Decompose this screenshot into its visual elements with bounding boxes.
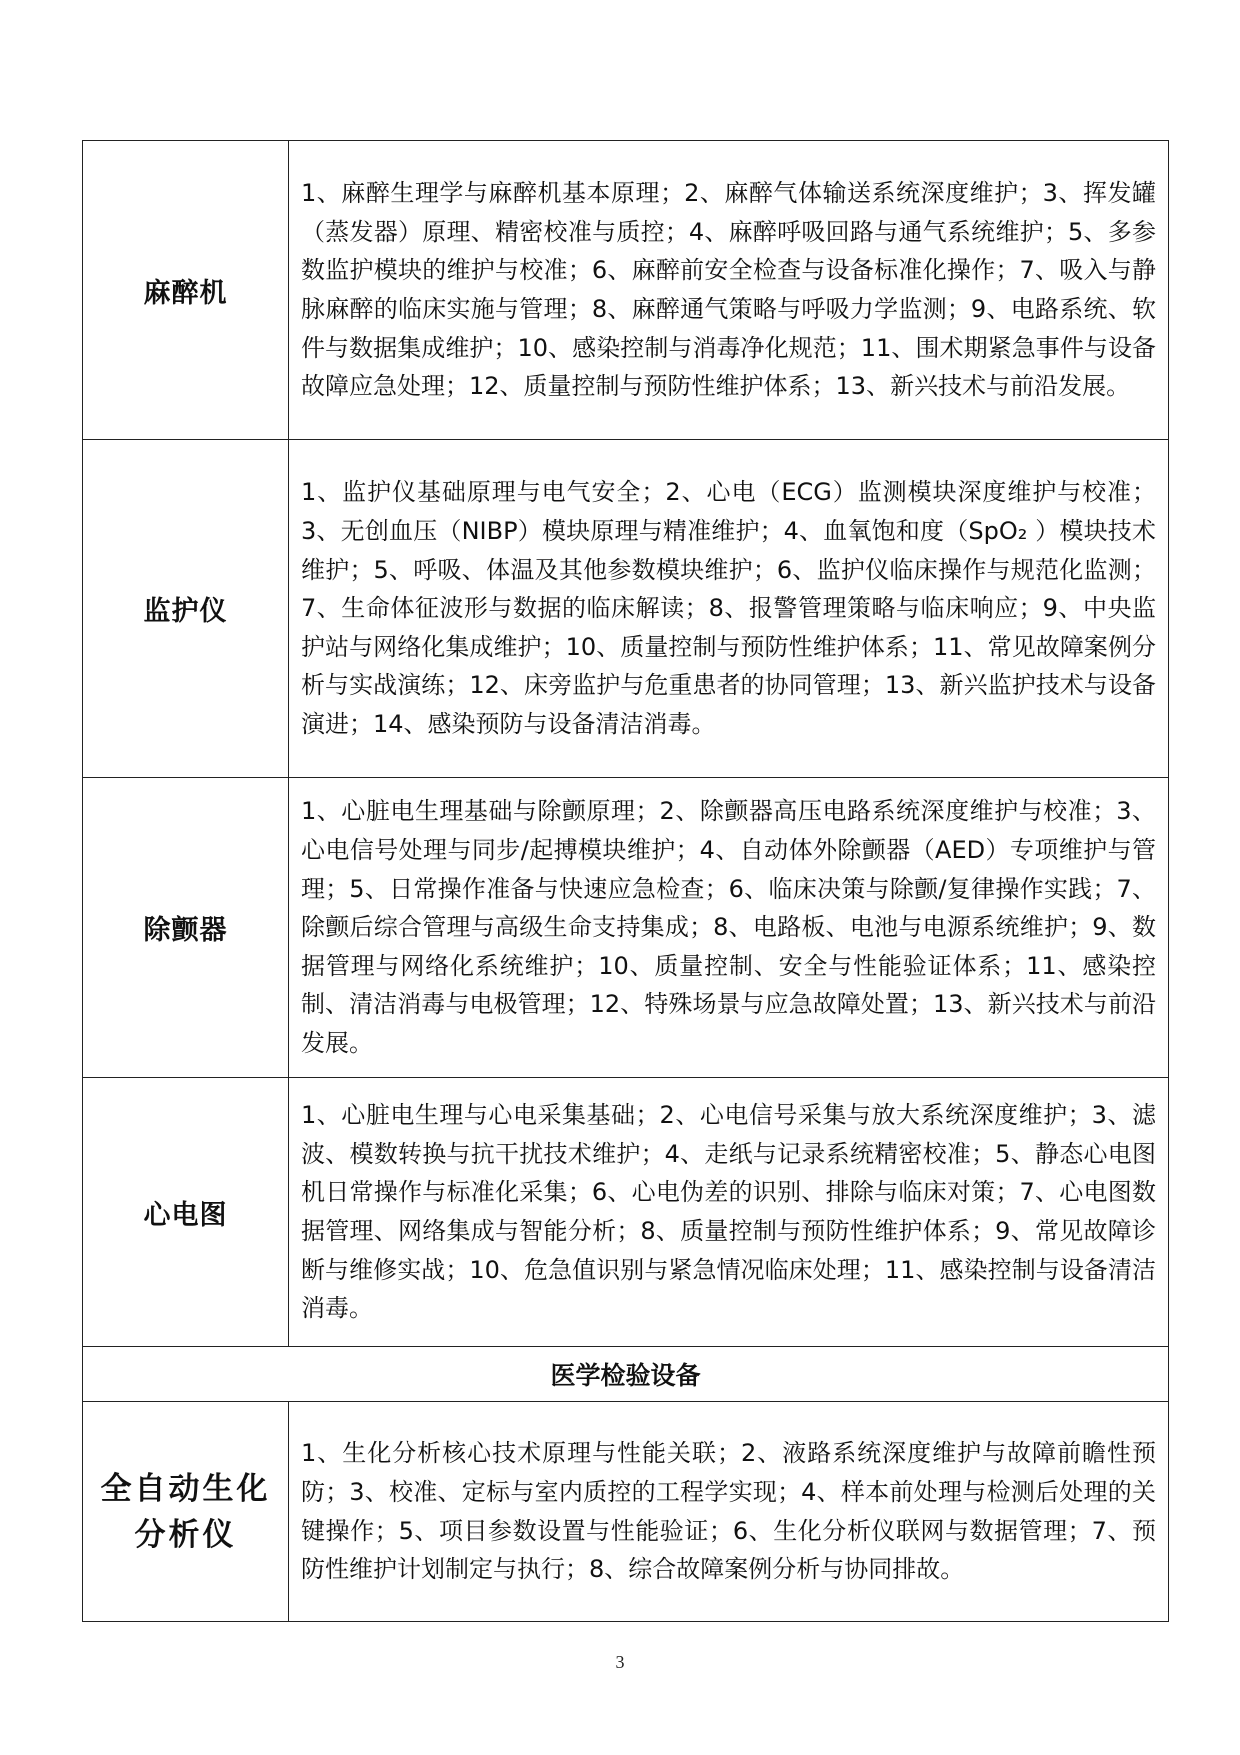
course-content: 1、麻醉生理学与麻醉机基本原理；2、麻醉气体输送系统深度维护；3、挥发罐（蒸发器）原理、精密校准与质控；4、麻醉呼吸回路与通气系统维护；5、多参数监护模块的维护与校准；6、麻醉前安全检查与设备标准化操作；7、吸入与静脉麻醉的临床实施与管理；8、麻醉通气策略与呼吸力学监测；9、电路系统、软件与数据集成维护；10、感染控制与消毒净化规范；11、围术期紧急事件与设备故障应急处理；12、质量控制与预防性维护体系；13、新兴技术与前沿发展。 bbox=[289, 141, 1169, 440]
table-row bbox=[83, 440, 1169, 778]
course-content-table bbox=[82, 140, 1169, 1622]
course-content: 1、生化分析核心技术原理与性能关联；2、液路系统深度维护与故障前瞻性预防；3、校准、定标与室内质控的工程学实现；4、样本前处理与检测后处理的关键操作；5、项目参数设置与性能验证；6、生化分析仪联网与数据管理；7、预防性维护计划制定与执行；8、综合故障案例分析与协同排故。 bbox=[289, 1402, 1169, 1622]
course-content: 1、心脏电生理基础与除颤原理；2、除颤器高压电路系统深度维护与校准；3、心电信号处理与同步/起搏模块维护；4、自动体外除颤器（AED）专项维护与管理；5、日常操作准备与快速应急检查；6、临床决策与除颤/复律操作实践；7、除颤后综合管理与高级生命支持集成；8、电路板、电池与电源系统维护；9、数据管理与网络化系统维护；10、质量控制、安全与性能验证体系；11、感染控制、清洁消毒与电极管理；12、特殊场景与应急故障处置；13、新兴技术与前沿发展。 bbox=[289, 778, 1169, 1078]
page-number: 3 bbox=[615, 1652, 625, 1672]
equipment-name: 心电图 bbox=[83, 1078, 289, 1347]
equipment-name-line: 分析仪 bbox=[134, 1516, 237, 1553]
section-header-row bbox=[83, 1347, 1169, 1402]
equipment-name bbox=[83, 1402, 289, 1622]
section-title: 医学检验设备 bbox=[83, 1347, 1169, 1402]
table-row bbox=[83, 778, 1169, 1078]
course-content: 1、心脏电生理与心电采集基础；2、心电信号采集与放大系统深度维护；3、滤波、模数转换与抗干扰技术维护；4、走纸与记录系统精密校准；5、静态心电图机日常操作与标准化采集；6、心电伪差的识别、排除与临床对策；7、心电图数据管理、网络集成与智能分析；8、质量控制与预防性维护体系；9、常见故障诊断与维修实战；10、危急值识别与紧急情况临床处理；11、感染控制与设备清洁消毒。 bbox=[289, 1078, 1169, 1347]
equipment-name: 麻醉机 bbox=[83, 141, 289, 440]
table-row bbox=[83, 1078, 1169, 1347]
equipment-name: 除颤器 bbox=[83, 778, 289, 1078]
equipment-name: 监护仪 bbox=[83, 440, 289, 778]
table-row bbox=[83, 141, 1169, 440]
table-row bbox=[83, 1402, 1169, 1622]
course-content: 1、监护仪基础原理与电气安全；2、心电（ECG）监测模块深度维护与校准；3、无创血压（NIBP）模块原理与精准维护；4、血氧饱和度（SpO₂ ）模块技术维护；5、呼吸、体温及其他参数模块维护；6、监护仪临床操作与规范化监测；7、生命体征波形与数据的临床解读；8、报警管理策略与临床响应；9、中央监护站与网络化集成维护；10、质量控制与预防性维护体系；11、常见故障案例分析与实战演练；12、床旁监护与危重患者的协同管理；13、新兴监护技术与设备演进；14、感染预防与设备清洁消毒。 bbox=[289, 440, 1169, 778]
equipment-name-line: 全自动生化 bbox=[100, 1470, 271, 1507]
